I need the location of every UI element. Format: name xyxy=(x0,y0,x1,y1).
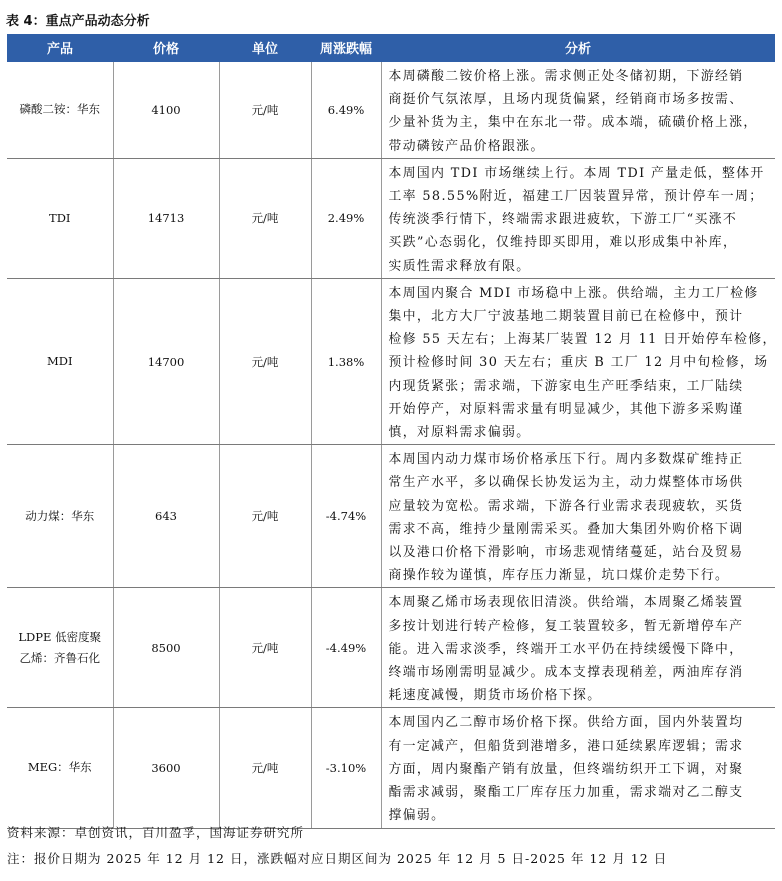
table-title: 表 4：重点产品动态分析 xyxy=(6,14,150,29)
analysis-line: 本周国内动力煤市场价格承压下行。周内多数煤矿维持正 xyxy=(388,452,744,468)
analysis-cell xyxy=(381,445,775,588)
analysis-cell xyxy=(381,588,775,708)
price-cell: 14713 xyxy=(113,158,219,278)
header-unit: 单位 xyxy=(219,34,311,62)
unit-cell: 元/吨 xyxy=(219,708,311,828)
analysis-line: 买跌”心态弱化，仅维持即买即用，难以形成集中补库， xyxy=(388,235,738,251)
analysis-line: 带动磷铵产品价格跟涨。 xyxy=(388,138,545,154)
product-cell: LDPE 低密度聚 乙烯：齐鲁石化 xyxy=(7,588,113,708)
analysis-line: 有一定减产，但船货到港增多，港口延续累库逻辑；需求 xyxy=(388,738,744,754)
analysis-line: 传统淡季行情下，终端需求跟进疲软，下游工厂“买涨不 xyxy=(388,212,738,228)
product-cell: MEG：华东 xyxy=(7,708,113,828)
analysis-line: 常生产水平，多以确保长协发运为主，动力煤整体市场供 xyxy=(388,475,744,491)
analysis-line: 本周聚乙烯市场表现依旧清淡。供给端，本周聚乙烯装置 xyxy=(388,595,744,611)
analysis-line: 工率 58.55%附近，福建工厂因装置异常，预计停车一周； xyxy=(388,189,764,205)
analysis-line: 实质性需求释放有限。 xyxy=(388,258,531,274)
price-cell: 4100 xyxy=(113,62,219,159)
product-cell: MDI xyxy=(7,278,113,444)
footnote: 注：报价日期为 2025 年 12 月 12 日，涨跌幅对应日期区间为 2025 年 12 月 5 日-2025 年 12 月 12 日 xyxy=(7,851,668,866)
header-analysis: 分析 xyxy=(381,34,775,62)
analysis-line: 慎，对原料需求偏弱。 xyxy=(388,425,531,441)
analysis-line: 酯需求减弱，聚酯工厂库存压力加重，需求端对乙二醇支 xyxy=(388,785,744,801)
table-row xyxy=(7,62,775,159)
product-cell: 动力煤：华东 xyxy=(7,445,113,588)
analysis-cell xyxy=(381,708,775,828)
change-cell: 2.49% xyxy=(311,158,381,278)
analysis-line: 需求不高，维持少量刚需采买。叠加大集团外购价格下调 xyxy=(388,521,744,537)
analysis-line: 撑偏弱。 xyxy=(388,808,446,824)
analysis-line: 检修 55 天左右；上海某厂装置 12 月 11 日开始停车检修， xyxy=(388,332,777,348)
analysis-line: 少量补货为主，集中在东北一带。成本端，硫磺价格上涨， xyxy=(388,115,758,131)
header-product: 产品 xyxy=(7,34,113,62)
table-row xyxy=(7,278,775,444)
analysis-cell xyxy=(381,158,775,278)
table-row xyxy=(7,588,775,708)
unit-cell: 元/吨 xyxy=(219,278,311,444)
change-cell: -3.10% xyxy=(311,708,381,828)
unit-cell: 元/吨 xyxy=(219,158,311,278)
change-cell: -4.49% xyxy=(311,588,381,708)
analysis-line: 以及港口价格下滑影响，市场悲观情绪蔓延，站台及贸易 xyxy=(388,545,744,561)
table-row xyxy=(7,158,775,278)
analysis-line: 本周磷酸二铵价格上涨。需求侧正处冬储初期，下游经销 xyxy=(388,69,744,84)
analysis-line: 应量较为宽松。需求端，下游各行业需求表现疲软，买货 xyxy=(388,498,744,514)
price-cell: 8500 xyxy=(113,588,219,708)
table-header-row xyxy=(7,34,775,62)
analysis-line: 商操作较为谨慎，库存压力渐显，坑口煤价走势下行。 xyxy=(388,568,730,584)
analysis-line: 耗速度减慢，期货市场价格下探。 xyxy=(388,688,602,704)
analysis-line: 集中，北方大厂宁波基地二期装置目前已在检修中，预计 xyxy=(388,309,744,325)
change-cell: 6.49% xyxy=(311,62,381,159)
price-cell: 14700 xyxy=(113,278,219,444)
price-cell: 3600 xyxy=(113,708,219,828)
analysis-line: 多按计划进行转产检修，复工装置较多，暂无新增停车产 xyxy=(388,618,744,634)
source-note: 资料来源：卓创资讯，百川盈孚，国海证券研究所 xyxy=(7,825,305,840)
unit-cell: 元/吨 xyxy=(219,62,311,159)
unit-cell: 元/吨 xyxy=(219,445,311,588)
product-cell: TDI xyxy=(7,158,113,278)
analysis-line: 内现货紧张；需求端，下游家电生产旺季结束，工厂陆续 xyxy=(388,378,744,394)
product-cell: 磷酸二铵：华东 xyxy=(7,62,113,159)
analysis-line: 本周国内 TDI 市场继续上行。本周 TDI 产量走低，整体开 xyxy=(388,165,765,181)
analysis-line: 本周国内聚合 MDI 市场稳中上涨。供给端，主力工厂检修 xyxy=(388,285,759,301)
header-price: 价格 xyxy=(113,34,219,62)
analysis-cell xyxy=(381,278,775,444)
unit-cell: 元/吨 xyxy=(219,588,311,708)
analysis-cell xyxy=(381,62,775,159)
table-row xyxy=(7,708,775,828)
analysis-line: 方面，周内聚酯产销有放量，但终端纺织开工下调，对聚 xyxy=(388,761,744,777)
analysis-line: 终端市场刚需明显减少。成本支撑表现稍差，两油库存消 xyxy=(388,665,744,681)
analysis-line: 能。进入需求淡季，终端开工水平仍在持续缓慢下降中， xyxy=(388,641,744,657)
analysis-line: 预计检修时间 30 天左右；重庆 B 工厂 12 月中旬检修，场 xyxy=(388,355,769,371)
table-row xyxy=(7,445,775,588)
analysis-line: 本周国内乙二醇市场价格下探。供给方面，国内外装置均 xyxy=(388,715,744,731)
product-dynamics-table xyxy=(7,34,775,829)
change-cell: 1.38% xyxy=(311,278,381,444)
price-cell: 643 xyxy=(113,445,219,588)
header-weekly-change: 周涨跌幅 xyxy=(311,34,381,62)
analysis-line: 开始停产，对原料需求量有明显减少，其他下游多采购谨 xyxy=(388,401,744,417)
analysis-line: 商挺价气氛浓厚，且场内现货偏紧，经销商市场多按需、 xyxy=(388,92,744,108)
change-cell: -4.74% xyxy=(311,445,381,588)
